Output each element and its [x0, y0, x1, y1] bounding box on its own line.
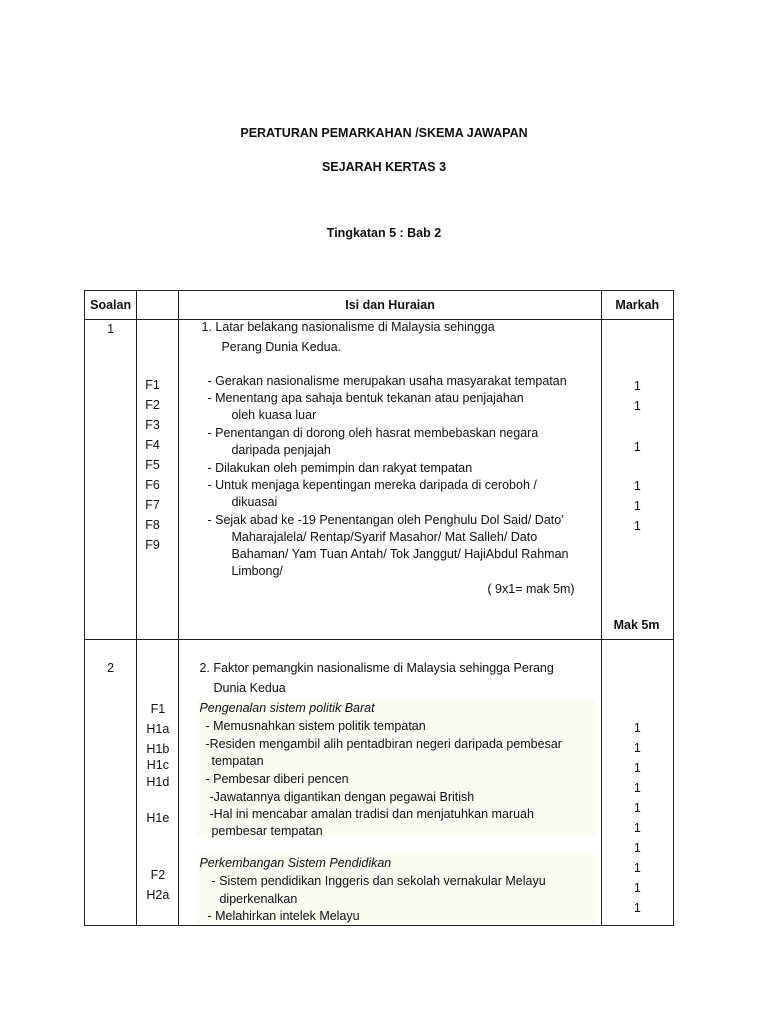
q2-title: 2. Faktor pemangkin nasionalisme di Malaysia sehingga Perang — [199, 661, 554, 675]
q1-point: daripada penjajah — [231, 443, 331, 457]
q2-code: H1a — [146, 722, 170, 736]
q2-point: - Melahirkan intelek Melayu — [207, 909, 360, 923]
q1-marks-cell — [601, 320, 673, 640]
q2-code: F2 — [150, 868, 166, 882]
q1-mark: 1 — [633, 440, 641, 454]
q2-point: -Residen mengambil alih pentadbiran negeri daripada pembesar — [205, 737, 562, 751]
q2-marks-cell — [601, 640, 673, 926]
q1-number: 1 — [107, 322, 115, 336]
q1-mark: 1 — [633, 499, 641, 513]
q2-point: pembesar tempatan — [211, 824, 323, 838]
q2-code: F1 — [150, 702, 166, 716]
q1-mark: 1 — [633, 379, 641, 393]
q2-code: H1b — [146, 742, 170, 756]
q1-number-cell — [85, 320, 137, 640]
q1-title: 1. Latar belakang nasionalisme di Malaysia sehingga — [201, 320, 495, 334]
q1-point: - Gerakan nasionalisme merupakan usaha masyarakat tempatan — [207, 374, 567, 388]
q1-max-mark: Mak 5m — [613, 618, 660, 632]
q2-code: H1e — [146, 811, 170, 825]
header-soalan: Soalan — [85, 291, 137, 320]
question-row-2 — [85, 640, 674, 926]
q1-code: F3 — [145, 418, 160, 432]
q2-section2-heading: Perkembangan Sistem Pendidikan — [199, 856, 392, 870]
q2-point: -Jawatannya digantikan dengan pegawai British — [209, 790, 475, 804]
marking-scheme-table — [84, 290, 674, 926]
q2-number-cell — [85, 640, 137, 926]
q1-point: - Menentang apa sahaja bentuk tekanan atau penjajahan — [207, 391, 524, 405]
q2-mark: 1 — [633, 761, 641, 775]
q2-point: -Hal ini mencabar amalan tradisi dan menjatuhkan maruah — [209, 807, 534, 821]
q1-code: F9 — [145, 538, 160, 552]
table-header-row — [85, 291, 674, 320]
q1-point: - Penentangan di dorong oleh hasrat membebaskan negara — [207, 426, 539, 440]
q1-point: Maharajalela/ Rentap/Syarif Masahor/ Mat Salleh/ Dato — [231, 530, 538, 544]
q1-code: F6 — [145, 478, 160, 492]
q1-code: F4 — [145, 438, 160, 452]
q2-mark: 1 — [633, 801, 641, 815]
q2-mark: 1 — [633, 821, 641, 835]
q2-point: - Sistem pendidikan Inggeris dan sekolah vernakular Melayu — [211, 874, 546, 888]
q2-code: H1d — [146, 775, 170, 789]
document-subject: SEJARAH KERTAS 3 — [321, 160, 447, 174]
q1-code: F7 — [145, 498, 160, 512]
q2-code: H1c — [146, 758, 169, 772]
header-code — [137, 291, 179, 320]
q2-title: Dunia Kedua — [213, 681, 286, 695]
q2-mark: 1 — [633, 881, 641, 895]
q2-mark: 1 — [633, 781, 641, 795]
q2-point: tempatan — [211, 754, 264, 768]
q1-code: F8 — [145, 518, 160, 532]
q1-point: - Sejak abad ke -19 Penentangan oleh Penghulu Dol Said/ Dato’ — [207, 513, 564, 527]
q1-code: F2 — [145, 398, 160, 412]
q1-point: - Untuk menjaga kepentingan mereka daripada di ceroboh / — [207, 478, 537, 492]
q2-content-cell — [179, 640, 601, 926]
q2-codes-cell — [137, 640, 179, 926]
q2-section1-heading: Pengenalan sistem politik Barat — [199, 701, 375, 715]
q1-point: Bahaman/ Yam Tuan Antah/ Tok Janggut/ HajiAbdul Rahman — [231, 547, 569, 561]
q2-mark: 1 — [633, 861, 641, 875]
q1-mark: 1 — [633, 479, 641, 493]
q2-number: 2 — [107, 661, 115, 675]
q1-content-cell — [179, 320, 601, 640]
q2-mark: 1 — [633, 741, 641, 755]
header-markah: Markah — [601, 291, 673, 320]
q1-codes-cell — [137, 320, 179, 640]
q2-point: - Pembesar diberi pencen — [205, 772, 349, 786]
document-level: Tingkatan 5 : Bab 2 — [326, 226, 442, 240]
q1-mark: 1 — [633, 399, 641, 413]
q2-code: H2a — [146, 888, 170, 902]
q1-point: - Dilakukan oleh pemimpin dan rakyat tempatan — [207, 461, 473, 475]
q2-point: - Memusnahkan sistem politik tempatan — [205, 719, 426, 733]
q1-point: Limbong/ — [231, 564, 283, 578]
q1-code: F1 — [145, 378, 160, 392]
header-isi: Isi dan Huraian — [179, 291, 601, 320]
q1-mark: 1 — [633, 519, 641, 533]
q1-code: F5 — [145, 458, 160, 472]
q2-point: diperkenalkan — [219, 892, 298, 906]
q1-title: Perang Dunia Kedua. — [221, 340, 341, 354]
q2-mark: 1 — [633, 841, 641, 855]
document-title: PERATURAN PEMARKAHAN /SKEMA JAWAPAN — [240, 126, 528, 140]
q1-point: dikuasai — [231, 495, 278, 509]
q2-mark: 1 — [633, 721, 641, 735]
q1-summary: ( 9x1= mak 5m) — [487, 582, 575, 596]
question-row-1 — [85, 320, 674, 640]
q2-mark: 1 — [633, 901, 641, 915]
q1-point: oleh kuasa luar — [231, 408, 317, 422]
